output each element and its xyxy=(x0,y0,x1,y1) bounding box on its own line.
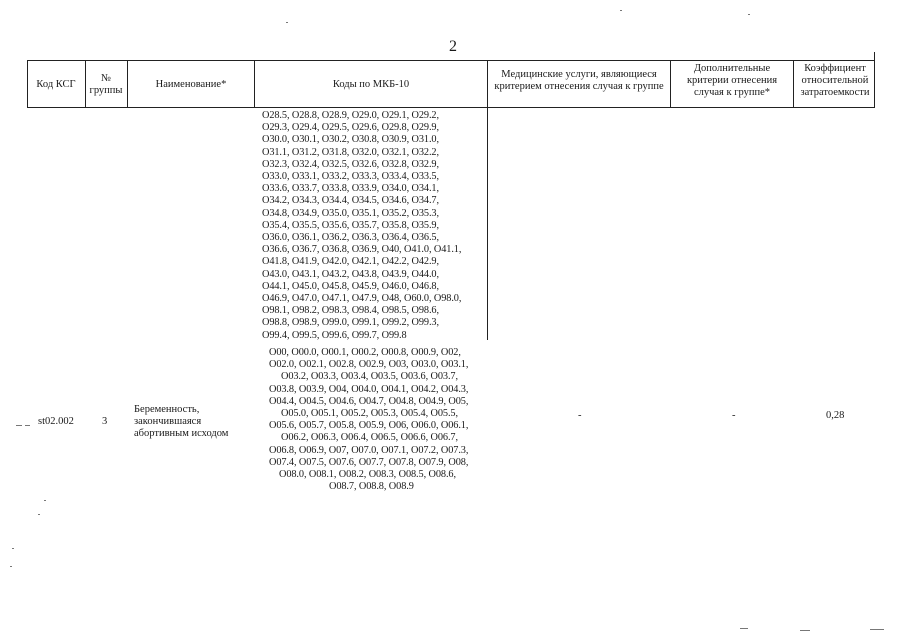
mkb-codes-line: O06.2, O06.3, O06.4, O06.5, O06.6, O06.7, xyxy=(281,432,458,444)
cell-group-number: 3 xyxy=(102,416,108,427)
scan-speck xyxy=(16,425,22,426)
scan-speck xyxy=(748,14,750,15)
mkb-codes-line: O28.5, O28.8, O28.9, O29.0, O29.1, O29.2, xyxy=(262,110,439,121)
mkb-codes-line: O31.1, O31.2, O31.8, O32.0, O32.1, O32.2, xyxy=(262,146,439,158)
scan-speck xyxy=(286,22,288,23)
cell-medical-services: - xyxy=(578,410,582,421)
mkb-codes-line: O00, O00.0, O00.1, O00.2, O00.8, O00.9, O02, xyxy=(269,347,461,358)
column-divider xyxy=(793,60,794,108)
scan-speck xyxy=(12,548,14,549)
scan-speck xyxy=(10,566,12,567)
mkb-codes-line: O06.8, O06.9, O07, O07.0, O07.1, O07.2, O07.3, xyxy=(269,444,469,456)
table-right-border xyxy=(874,52,875,108)
cell-name xyxy=(134,404,228,440)
mkb-codes-line: O98.8, O98.9, O99.0, O99.1, O99.2, O99.3, xyxy=(262,317,439,329)
mkb-codes-block-1 xyxy=(262,110,461,342)
cell-name-line: абортивным исходом xyxy=(134,428,229,439)
mkb-codes-line: O08.7, O08.8, O08.9 xyxy=(329,481,414,493)
mkb-codes-line: O03.8, O03.9, O04, O04.0, O04.1, O04.2, O04.3, xyxy=(269,383,469,395)
mkb-codes-line: O34.2, O34.3, O34.4, O34.5, O34.6, O34.7, xyxy=(262,195,439,207)
mkb-codes-line: O32.3, O32.4, O32.5, O32.6, O32.8, O32.9, xyxy=(262,158,439,170)
column-divider xyxy=(85,60,86,108)
mkb-codes-line: O30.0, O30.1, O30.2, O30.8, O30.9, O31.0, xyxy=(262,134,439,146)
column-divider xyxy=(27,60,28,108)
cell-additional-criteria: - xyxy=(732,410,736,421)
scan-speck xyxy=(620,10,622,11)
mkb-codes-line: O29.3, O29.4, O29.5, O29.6, O29.8, O29.9, xyxy=(262,122,439,134)
cell-name-line: закончившаяся xyxy=(134,416,202,427)
mkb-codes-line: O36.6, O36.7, O36.8, O36.9, O40, O41.0, O41.1, xyxy=(262,244,462,256)
scan-speck xyxy=(870,629,884,630)
mkb-codes-line: O35.4, O35.5, O35.6, O35.7, O35.8, O35.9, xyxy=(262,219,439,231)
mkb-codes-line: O07.4, O07.5, O07.6, O07.7, O07.8, O07.9, O08, xyxy=(269,456,469,468)
mkb-codes-line: O36.0, O36.1, O36.2, O36.3, O36.4, O36.5, xyxy=(262,232,439,244)
header-name: Наименование* xyxy=(155,79,227,90)
header-group-number: № группы xyxy=(89,73,123,96)
mkb-codes-line: O43.0, O43.1, O43.2, O43.8, O43.9, O44.0, xyxy=(262,268,439,280)
header-medical-services: Медицинские услуги, являющиеся критерием отнесения случая к группе xyxy=(494,69,664,92)
mkb-codes-block-2 xyxy=(269,347,468,493)
mkb-codes-line: O03.2, O03.3, O03.4, O03.5, O03.6, O03.7, xyxy=(281,371,458,383)
column-divider xyxy=(487,60,488,340)
mkb-codes-line: O98.1, O98.2, O98.3, O98.4, O98.5, O98.6, xyxy=(262,305,439,317)
cell-ksg-code: st02.002 xyxy=(38,416,74,427)
scan-speck xyxy=(38,514,40,515)
mkb-codes-line: O33.6, O33.7, O33.8, O33.9, O34.0, O34.1, xyxy=(262,183,439,195)
cell-coefficient: 0,28 xyxy=(826,410,845,421)
header-ksg-code: Код КСГ xyxy=(36,79,76,90)
mkb-codes-line: O44.1, O45.0, O45.8, O45.9, O46.0, O46.8, xyxy=(262,280,439,292)
mkb-codes-line: O08.0, O08.1, O08.2, O08.3, O08.5, O08.6, xyxy=(279,469,456,481)
page-number: 2 xyxy=(449,38,457,55)
cell-name-line: Беременность, xyxy=(134,404,200,415)
header-coefficient: Коэффициент относительной затратоемкости xyxy=(800,63,870,98)
mkb-codes-line: O05.0, O05.1, O05.2, O05.3, O05.4, O05.5, xyxy=(281,408,458,420)
column-divider xyxy=(127,60,128,108)
mkb-codes-line: O02.0, O02.1, O02.8, O02.9, O03, O03.0, O03.1, xyxy=(269,359,469,371)
mkb-codes-line: O33.0, O33.1, O33.2, O33.3, O33.4, O33.5, xyxy=(262,171,439,183)
mkb-codes-line: O46.9, O47.0, O47.1, O47.9, O48, O60.0, O98.0, xyxy=(262,293,462,305)
mkb-codes-line: O04.4, O04.5, O04.6, O04.7, O04.8, O04.9, O05, xyxy=(269,395,469,407)
header-mkb-codes: Коды по МКБ-10 xyxy=(332,79,410,90)
mkb-codes-line: O99.4, O99.5, O99.6, O99.7, O99.8 xyxy=(262,329,407,341)
scan-speck xyxy=(25,425,30,426)
header-bottom-border xyxy=(27,107,875,108)
column-divider xyxy=(254,60,255,108)
mkb-codes-line: O05.6, O05.7, O05.8, O05.9, O06, O06.0, O06.1, xyxy=(269,420,469,432)
header-additional-criteria: Дополнительные критерии отнесения случая к группе* xyxy=(686,63,778,98)
scan-speck xyxy=(44,500,46,501)
mkb-codes-line: O34.8, O34.9, O35.0, O35.1, O35.2, O35.3, xyxy=(262,207,439,219)
scan-speck xyxy=(740,628,748,629)
scan-speck xyxy=(800,630,810,631)
mkb-codes-line: O41.8, O41.9, O42.0, O42.1, O42.2, O42.9, xyxy=(262,256,439,268)
column-divider xyxy=(670,60,671,108)
